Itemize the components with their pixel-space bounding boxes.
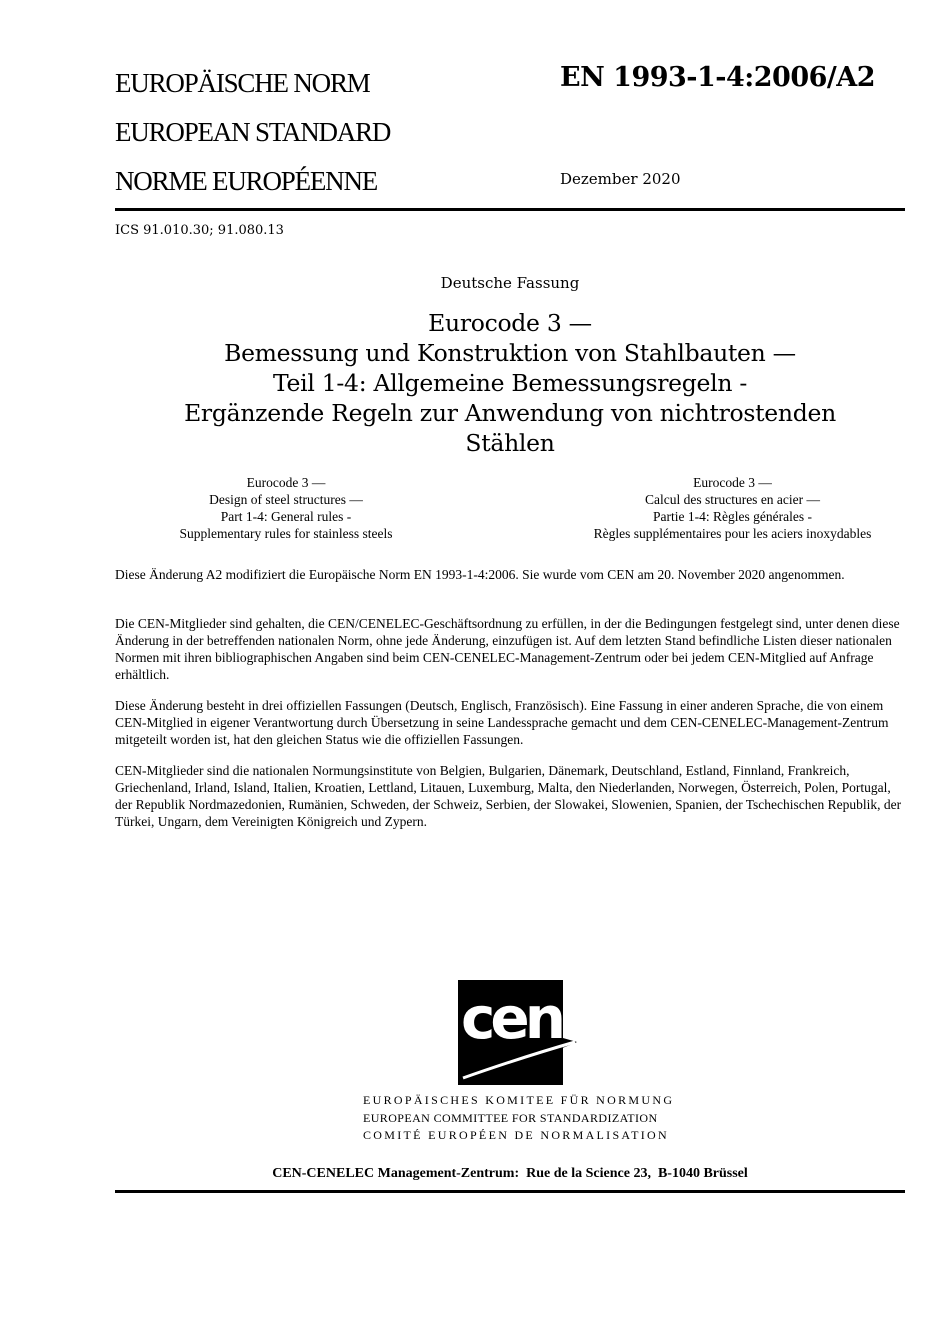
standard-name-fr: NORME EUROPÉENNE — [115, 166, 378, 196]
paragraph-versions: Diese Änderung besteht in drei offiziellen Fassungen (Deutsch, Englisch, Französisch). Eine Fassung in einer anderen Sprache, die von einem CEN-Mitglied in eigener Verantwortung durch Übersetzung in seine Landessprache gemacht und dem CEN-CENELEC-Management-Zentrum mitgeteilt worden ist, hat den gleichen Status wie die offiziellen Fassungen. — [115, 698, 889, 747]
paragraph-amendment: Diese Änderung A2 modifiziert die Europäische Norm EN 1993-1-4:2006. Sie wurde vom CEN am 20. November 2020 angenommen. — [115, 567, 845, 582]
title-line: Bemessung und Konstruktion von Stahlbauten — — [224, 339, 796, 367]
version-label: Deutsche Fassung — [440, 274, 580, 292]
footer-divider — [115, 1190, 905, 1193]
subtitle-line: Eurocode 3 — — [246, 475, 326, 490]
document-number: EN 1993-1-4:2006/A2 — [560, 62, 876, 93]
subtitle-line: Supplementary rules for stainless steels — [179, 526, 393, 541]
cen-logo-icon — [445, 980, 580, 1085]
management-centre-address: CEN-CENELEC Management-Zentrum: Rue de la Science 23, B-1040 Brüssel — [272, 1166, 748, 1181]
standard-name-de: EUROPÄISCHE NORM — [115, 68, 370, 98]
title-line: Ergänzende Regeln zur Anwendung von nichtrostenden — [184, 399, 836, 427]
committee-name-en: EUROPEAN COMMITTEE FOR STANDARDIZATION — [363, 1111, 658, 1125]
logo-text: cen — [461, 984, 562, 1052]
subtitle-line: Partie 1-4: Règles générales - — [653, 509, 812, 524]
main-title — [115, 308, 905, 458]
header-divider — [115, 208, 905, 211]
subtitle-french — [560, 474, 905, 542]
subtitle-line: Design of steel structures — — [209, 492, 363, 507]
title-line: Teil 1-4: Allgemeine Bemessungsregeln - — [273, 369, 747, 397]
subtitle-line: Règles supplémentaires pour les aciers inoxydables — [593, 526, 872, 541]
subtitle-line: Calcul des structures en acier — — [644, 492, 821, 507]
committee-name-de: EUROPÄISCHES KOMITEE FÜR NORMUNG — [363, 1093, 675, 1107]
title-line: Eurocode 3 — — [428, 309, 592, 337]
subtitle-line: Part 1-4: General rules - — [220, 509, 352, 524]
paragraph-members: CEN-Mitglieder sind die nationalen Normungsinstitute von Belgien, Bulgarien, Dänemark, Deutschland, Estland, Finnland, Frankreich, Griechenland, Irland, Island, Italien, Kroatien, Lettland, Litauen, Luxemburg, Malta, den Niederlanden, Norwegen, Österreich, Polen, Portugal, der Republik Nordmazedonien, Rumänien, Schweden, der Schweiz, Serbien, der Slowakei, Slowenien, Spanien, der Tschechischen Republik, der Türkei, Ungarn, dem Vereinigten Königreich und Zypern. — [115, 763, 902, 829]
ics-code: ICS 91.010.30; 91.080.13 — [115, 223, 284, 238]
subtitle-english — [156, 474, 416, 542]
committee-name-fr: COMITÉ EUROPÉEN DE NORMALISATION — [363, 1128, 669, 1142]
paragraph-obligations: Die CEN-Mitglieder sind gehalten, die CEN/CENELEC-Geschäftsordnung zu erfüllen, in der die Bedingungen festgelegt sind, unter denen diese Änderung in der betreffenden nationalen Norm, ohne jede Änderung, einzufügen ist. Auf dem letzten Stand befindliche Listen dieser nationalen Normen mit ihren bibliographischen Angaben sind beim CEN-CENELEC-Management-Zentrum oder bei jedem CEN-Mitglied auf Anfrage erhältlich. — [115, 616, 900, 682]
title-line: Stählen — [465, 429, 555, 457]
standard-name-en: EUROPEAN STANDARD — [115, 117, 391, 147]
subtitle-line: Eurocode 3 — — [693, 475, 772, 490]
publication-date: Dezember 2020 — [560, 170, 681, 188]
